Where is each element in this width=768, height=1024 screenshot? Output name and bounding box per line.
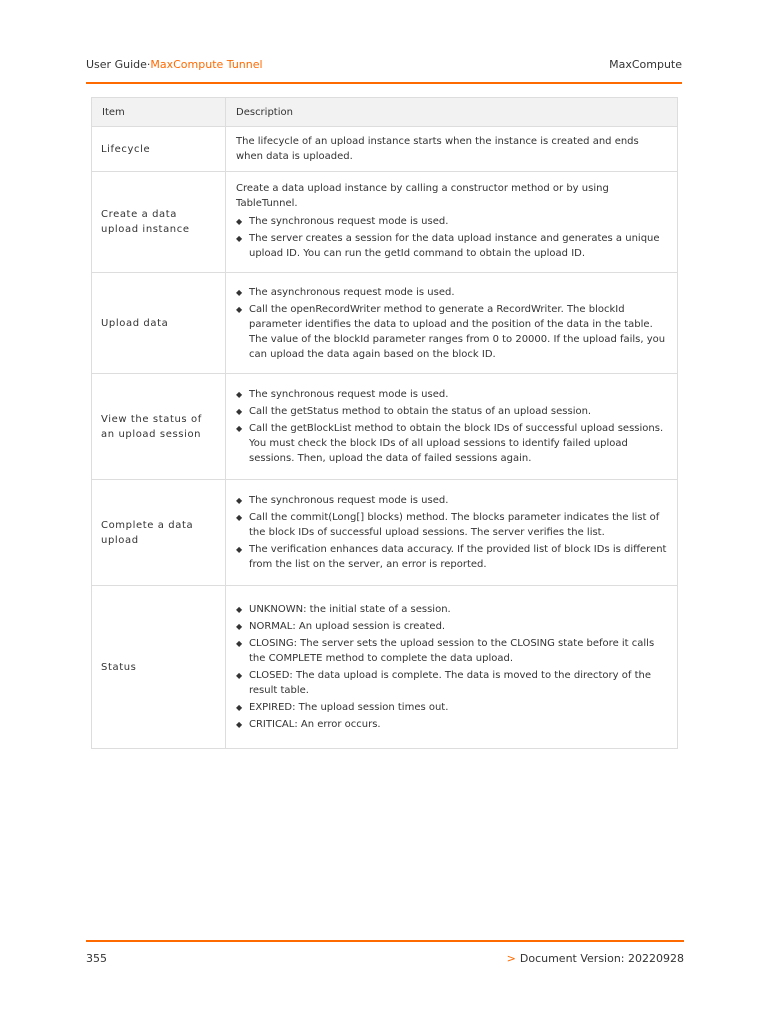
item-cell: Create a data upload instance [92, 172, 226, 273]
diamond-bullet-icon: ◆ [236, 217, 243, 226]
description-cell [226, 586, 678, 749]
list-item [236, 404, 667, 419]
diamond-bullet-icon: ◆ [236, 513, 243, 522]
list-item-text: The verification enhances data accuracy. If the provided list of block IDs is different from the list on the server, an error is reported. [249, 544, 667, 570]
item-cell: Upload data [92, 273, 226, 374]
table-row [92, 480, 678, 586]
description-cell [226, 172, 678, 273]
list-item [236, 700, 667, 715]
info-table [91, 97, 678, 749]
diamond-bullet-icon: ◆ [236, 545, 243, 554]
header-guide: User Guide· [86, 58, 151, 71]
diamond-bullet-icon: ◆ [236, 496, 243, 505]
description-cell [226, 480, 678, 586]
list-item [236, 542, 667, 572]
list-item-text: Call the getBlockList method to obtain the block IDs of successful upload sessions. You must check the block IDs of all upload sessions to identify failed upload sessions. Then, upload the data of failed sessions again. [249, 423, 664, 464]
list-item-text: CLOSING: The server sets the upload session to the CLOSING state before it calls the COMPLETE method to complete the data upload. [249, 638, 655, 664]
list-item [236, 510, 667, 540]
list-item [236, 636, 667, 666]
footer-divider [86, 940, 684, 942]
table-row [92, 374, 678, 480]
list-item [236, 717, 667, 732]
table-row [92, 127, 678, 172]
list-item [236, 231, 667, 261]
list-item-text: CLOSED: The data upload is complete. The data is moved to the directory of the result table. [249, 670, 651, 696]
list-item-text: The synchronous request mode is used. [249, 216, 449, 227]
header-product: MaxCompute [609, 58, 682, 71]
header-section[interactable]: MaxCompute Tunnel [150, 58, 263, 71]
item-cell: Complete a data upload [92, 480, 226, 586]
description-text: Create a data upload instance by calling a constructor method or by using TableTunnel. [236, 183, 609, 209]
list-item-text: UNKNOWN: the initial state of a session. [249, 604, 451, 615]
document-version-text: Document Version: 20220928 [519, 952, 684, 965]
list-item-text: Call the getStatus method to obtain the status of an upload session. [249, 406, 592, 417]
bullet-list [236, 493, 667, 572]
list-item [236, 302, 667, 362]
list-item-text: Call the openRecordWriter method to generate a RecordWriter. The blockId parameter identifies the data to upload and the position of the data in the table. The value of the blockId parameter ranges from 0 to 20000. If the upload fails, you can upload the data again based on the block ID. [249, 303, 666, 360]
diamond-bullet-icon: ◆ [236, 234, 243, 243]
column-header-item: Item [92, 98, 226, 127]
bullet-list [236, 285, 667, 362]
list-item [236, 668, 667, 698]
list-item [236, 421, 667, 466]
arrow-right-icon: > [506, 952, 516, 965]
table-header-row [92, 98, 678, 127]
list-item-text: The asynchronous request mode is used. [249, 286, 455, 298]
bullet-list [236, 214, 667, 261]
document-version [507, 952, 684, 965]
table-row [92, 586, 678, 749]
page-number: 355 [86, 952, 107, 965]
diamond-bullet-icon: ◆ [236, 622, 243, 631]
list-item [236, 285, 667, 300]
header-breadcrumb [86, 58, 263, 71]
list-item [236, 387, 667, 402]
list-item-text: The synchronous request mode is used. [249, 495, 449, 506]
table-row [92, 273, 678, 374]
diamond-bullet-icon: ◆ [236, 639, 243, 648]
list-item [236, 493, 667, 508]
list-item-text: The server creates a session for the data upload instance and generates a unique upload ID. You can run the getId command to obtain the upload ID. [249, 233, 660, 259]
item-cell: Lifecycle [92, 127, 226, 172]
diamond-bullet-icon: ◆ [236, 287, 243, 297]
page-header [86, 58, 682, 84]
bullet-list [236, 387, 667, 466]
list-item [236, 214, 667, 229]
item-cell: Status [92, 586, 226, 749]
list-item-text: CRITICAL: An error occurs. [249, 719, 381, 730]
list-item-text: EXPIRED: The upload session times out. [249, 702, 449, 713]
list-item-text: NORMAL: An upload session is created. [249, 621, 446, 632]
diamond-bullet-icon: ◆ [236, 605, 243, 614]
diamond-bullet-icon: ◆ [236, 390, 243, 399]
item-cell: View the status of an upload session [92, 374, 226, 480]
description-cell [226, 127, 678, 172]
list-item [236, 619, 667, 634]
diamond-bullet-icon: ◆ [236, 424, 243, 433]
diamond-bullet-icon: ◆ [236, 703, 243, 712]
diamond-bullet-icon: ◆ [236, 304, 243, 314]
table-row [92, 172, 678, 273]
description-cell [226, 374, 678, 480]
diamond-bullet-icon: ◆ [236, 671, 243, 680]
description-text: The lifecycle of an upload instance starts when the instance is created and ends when data is uploaded. [236, 136, 639, 162]
bullet-list [236, 602, 667, 732]
diamond-bullet-icon: ◆ [236, 720, 243, 729]
list-item [236, 602, 667, 617]
description-cell [226, 273, 678, 374]
column-header-description: Description [226, 98, 678, 127]
list-item-text: Call the commit(Long[] blocks) method. The blocks parameter indicates the list of the block IDs of successful upload sessions. The server verifies the list. [249, 512, 660, 538]
diamond-bullet-icon: ◆ [236, 407, 243, 416]
list-item-text: The synchronous request mode is used. [249, 389, 449, 400]
